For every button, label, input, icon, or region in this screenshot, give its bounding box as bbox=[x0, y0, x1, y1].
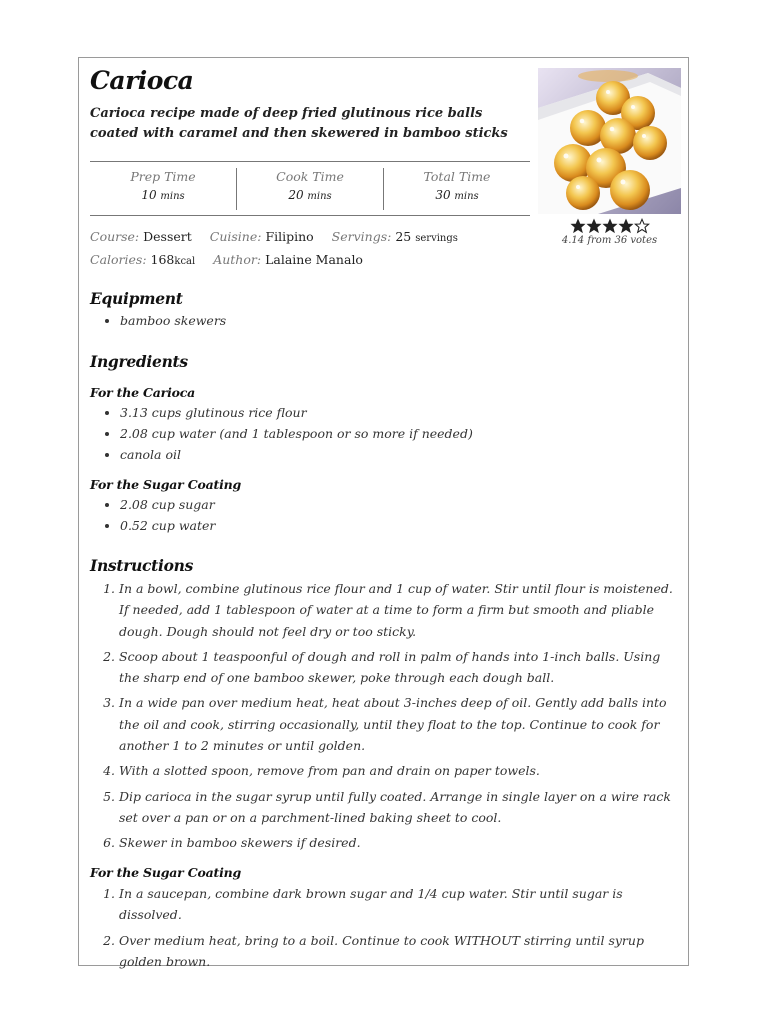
ingredient-item: • canola oil bbox=[120, 444, 680, 465]
equipment-item: • bamboo skewers bbox=[120, 310, 680, 331]
star-full-icon[interactable] bbox=[602, 218, 618, 234]
ingredient-item: • 2.08 cup sugar bbox=[120, 494, 680, 515]
equipment-heading: Equipment bbox=[90, 289, 183, 308]
ingredient-group-title: For the Carioca bbox=[90, 385, 196, 400]
instruction-group-title: For the Sugar Coating bbox=[90, 865, 242, 880]
prep-time bbox=[90, 168, 236, 210]
total-time-label: Total Time bbox=[423, 169, 491, 184]
calories-value: 168 bbox=[150, 252, 175, 267]
ingredient-group-title: For the Sugar Coating bbox=[90, 477, 242, 492]
star-full-icon[interactable] bbox=[570, 218, 586, 234]
author-label: Author: bbox=[213, 252, 262, 267]
course-label: Course: bbox=[90, 229, 140, 244]
course-value: Dessert bbox=[143, 229, 192, 244]
instruction-step: 6. Skewer in bamboo skewers if desired. bbox=[119, 832, 684, 853]
ingredient-list bbox=[90, 402, 680, 465]
recipe-card bbox=[78, 57, 689, 969]
ingredients-heading: Ingredients bbox=[90, 352, 188, 371]
calories-label: Calories: bbox=[90, 252, 147, 267]
instruction-step: 1. In a bowl, combine glutinous rice flour and 1 cup of water. Stir until flour is moistened. If needed, add 1 tablespoon of water at a time to form a firm but smooth and pliable dough. Dough should not feel dry or too sticky. bbox=[119, 578, 684, 642]
cook-time-label: Cook Time bbox=[276, 169, 344, 184]
recipe-title: Carioca bbox=[90, 66, 194, 95]
prep-time-value: 10 bbox=[141, 188, 157, 202]
cuisine-value: Filipino bbox=[265, 229, 314, 244]
instruction-list bbox=[90, 578, 684, 858]
equipment-list bbox=[90, 310, 680, 331]
star-full-icon[interactable] bbox=[618, 218, 634, 234]
servings-value[interactable]: 25 bbox=[395, 229, 412, 244]
cook-time-unit: mins bbox=[307, 191, 332, 202]
rating-votes: 4.14 from 36 votes bbox=[561, 235, 658, 246]
prep-time-label: Prep Time bbox=[130, 169, 196, 184]
instruction-step: 2. Over medium heat, bring to a boil. Continue to cook WITHOUT stirring until syrup golden brown. bbox=[119, 930, 684, 973]
instruction-step: 1. In a saucepan, combine dark brown sugar and 1/4 cup water. Stir until sugar is dissolved. bbox=[119, 883, 684, 926]
sugar-instruction-list bbox=[90, 883, 684, 976]
author-value: Lalaine Manalo bbox=[265, 252, 363, 267]
recipe-summary: Carioca recipe made of deep fried glutinous rice balls coated with caramel and then skewered in bamboo sticks bbox=[90, 106, 508, 141]
prep-time-unit: mins bbox=[160, 191, 185, 202]
ingredient-list bbox=[90, 494, 680, 536]
ingredient-item: • 2.08 cup water (and 1 tablespoon or so more if needed) bbox=[120, 423, 680, 444]
recipe-photo bbox=[538, 68, 681, 214]
rating[interactable] bbox=[538, 218, 681, 246]
divider bbox=[90, 161, 530, 162]
recipe-meta bbox=[90, 226, 458, 272]
total-time-unit: mins bbox=[454, 191, 479, 202]
total-time-value: 30 bbox=[435, 188, 451, 202]
instruction-step: 2. Scoop about 1 teaspoonful of dough and roll in palm of hands into 1-inch balls. Using the sharp end of one bamboo skewer, poke through each dough ball. bbox=[119, 646, 684, 689]
star-full-icon[interactable] bbox=[586, 218, 602, 234]
instructions-heading: Instructions bbox=[90, 556, 194, 575]
cook-time bbox=[236, 168, 383, 210]
total-time bbox=[383, 168, 530, 210]
cuisine-label: Cuisine: bbox=[209, 229, 262, 244]
servings-unit: servings bbox=[415, 233, 458, 244]
ingredient-item: • 3.13 cups glutinous rice flour bbox=[120, 402, 680, 423]
star-rating[interactable] bbox=[538, 218, 681, 234]
instruction-step: 5. Dip carioca in the sugar syrup until fully coated. Arrange in single layer on a wire rack set over a pan or on a parchment-lined baking sheet to cool. bbox=[119, 786, 684, 829]
instruction-step: 4. With a slotted spoon, remove from pan and drain on paper towels. bbox=[119, 760, 684, 781]
instruction-step: 3. In a wide pan over medium heat, heat about 3-inches deep of oil. Gently add balls into the oil and cook, stirring occasionally, until they float to the top. Continue to cook for another 1 to 2 minutes or until golden. bbox=[119, 692, 684, 756]
recipe-times bbox=[90, 168, 530, 210]
star-empty-icon[interactable] bbox=[634, 218, 650, 234]
servings-label: Servings: bbox=[331, 229, 392, 244]
ingredient-item: • 0.52 cup water bbox=[120, 515, 680, 536]
cook-time-value: 20 bbox=[288, 188, 304, 202]
calories-unit: kcal bbox=[174, 256, 196, 267]
divider bbox=[90, 215, 530, 216]
